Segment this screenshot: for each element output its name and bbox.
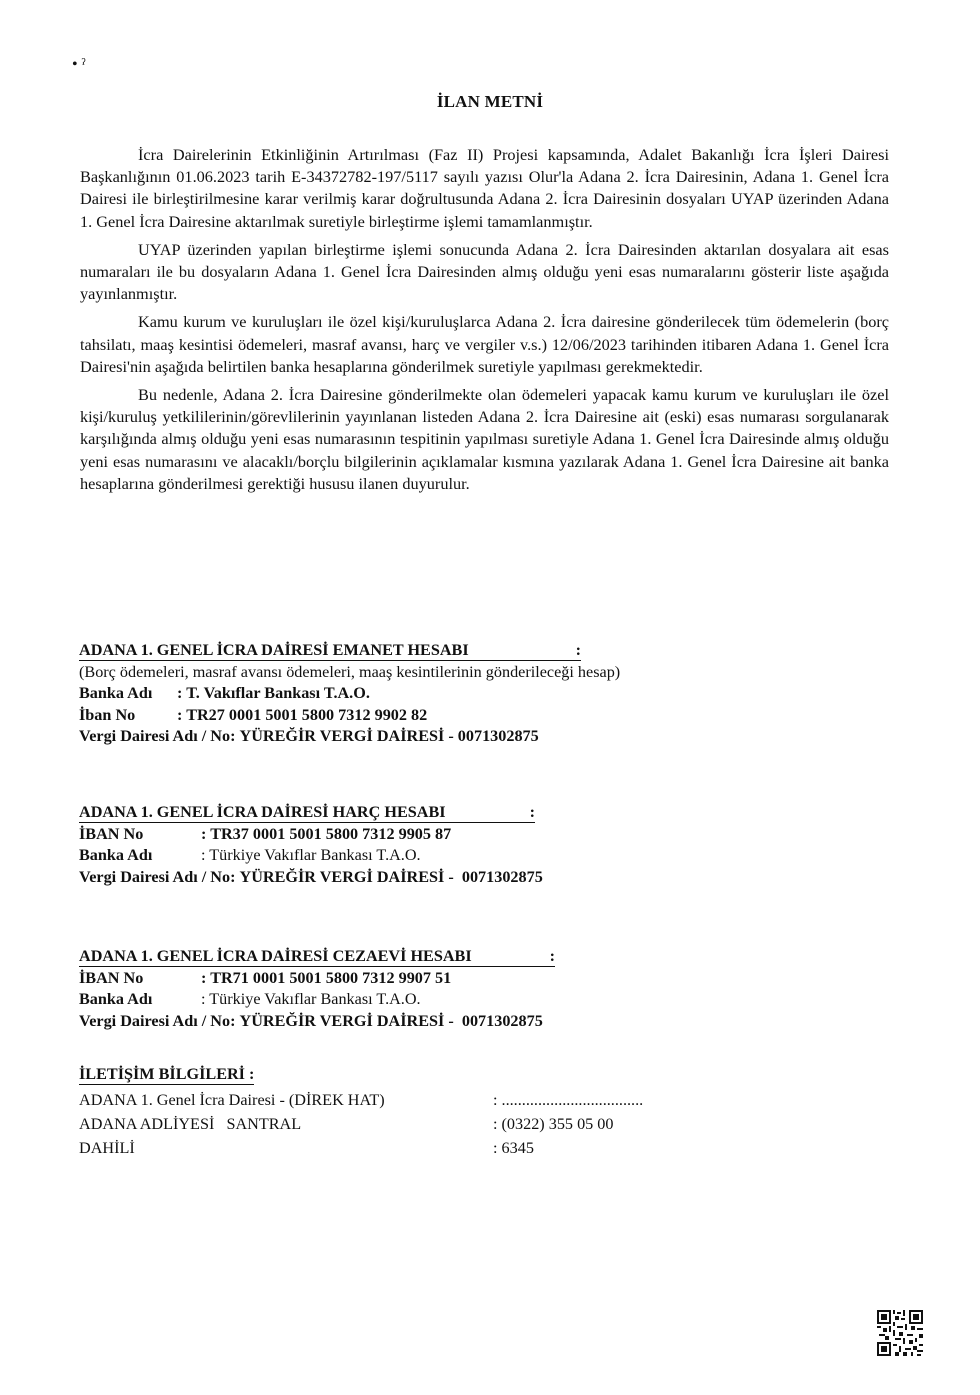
harc-tax-value: YÜREĞİR VERGİ DAİRESİ - 0071302875 [239, 867, 543, 886]
harc-iban-label: İBAN No [79, 824, 144, 843]
contact-row [79, 1088, 719, 1112]
contact-block [79, 1064, 719, 1160]
contact-value: : ................................... [493, 1091, 644, 1109]
harc-bank-label: Banka Adı [79, 846, 153, 864]
emanet-account-block [79, 640, 799, 748]
cezaevi-tax-label: Vergi Dairesi Adı / No: [79, 1011, 236, 1030]
paragraph-3: Kamu kurum ve kuruluşları ile özel kişi/kuruluşlarca Adana 2. İcra dairesine gönderilecek tüm ödemelerin (borç tahsilatı, maaş kesintisi ödemeleri, masraf avansı, harç ve vergiler v.s.) 12/06/2023 tarihinden itibaren Adana 1. Genel İcra Dairesi'nin aşağıda belirtilen banka hesaplarına gönderilmek suretiyle yapılması gerekmektedir. [80, 312, 889, 376]
emanet-tax-label: Vergi Dairesi Adı / No: [79, 727, 236, 745]
paragraph-2: UYAP üzerinden yapılan birleştirme işlemi sonucunda Adana 2. İcra Dairesinden aktarılan dosyalara ait esas numaraları ile bu dosyaların Adana 1. Genel İcra Dairesinden almış olduğu yeni esas numaralarını gösterir liste aşağıda yayınlanmıştır. [80, 239, 889, 304]
paragraph-1: İcra Dairelerinin Etkinliğinin Artırılması (Faz II) Projesi kapsamında, Adalet Bakanlığı İcra İşleri Dairesi Başkanlığının 01.06.2023 tarih E-34372782-197/5117 sayılı yazısı Olur'la Adana 2. İcra Dairesinin, Adana 1. Genel İcra Dairesi ile birleştirilmesine karar verilmiş karar doğrultusunda Adana 2. İcra Dairesinin dosyaları UYAP üzerinden Adana 1. Genel İcra Dairesine aktarılmak suretiyle birleştirme işlemi tamamlanmıştır. [80, 145, 889, 231]
emanet-iban-value: : TR27 0001 5001 5800 7312 9902 82 [177, 705, 428, 724]
harc-account-block [79, 802, 799, 888]
emanet-account-note: (Borç ödemeleri, masraf avansı ödemeleri, maaş kesintilerinin gönderileceği hesap) [79, 662, 621, 681]
cezaevi-bank-value: : Türkiye Vakıflar Bankası T.A.O. [201, 990, 421, 1008]
cezaevi-iban-label: İBAN No [79, 968, 144, 987]
emanet-bank-value: : T. Vakıflar Bankası T.A.O. [177, 684, 370, 702]
contact-heading: İLETİŞİM BİLGİLERİ : [79, 1065, 255, 1083]
contact-value: : (0322) 355 05 00 [493, 1115, 614, 1133]
contact-value: : 6345 [493, 1139, 534, 1157]
cezaevi-account-block [79, 946, 799, 1032]
paragraph-4: Bu nedenle, Adana 2. İcra Dairesine gönderilmekte olan ödemeleri yapacak kamu kurum ve kuruluşları ile özel kişi/kuruluş yetkililerinin/görevlilerinin yayınlanan listeden Adana 2. İcra Dairesine ait (eski) esas numarası sorgulanarak karşılığında almış olduğu yeni esas numarasının tespitinin yapılması suretiyle Adana 1. Genel İcra Dairesinde almış olduğu yeni esas numarasını ve alacaklı/borçlu bilgilerinin açıklamalar kısmına yazılarak Adana 1. Genel İcra Dairesine ait banka hesaplarına gönderilmesi gerektiği hususu ilanen duyurulur. [80, 385, 889, 493]
contact-row [79, 1112, 719, 1136]
harc-iban-value: : TR37 0001 5001 5800 7312 9905 87 [201, 824, 452, 843]
contact-label: ADANA ADLİYESİ SANTRAL [79, 1115, 302, 1133]
emanet-bank-label: Banka Adı [79, 684, 153, 702]
emanet-tax-value: YÜREĞİR VERGİ DAİRESİ - 0071302875 [239, 727, 539, 745]
cezaevi-bank-label: Banka Adı [79, 990, 153, 1008]
harc-account-heading: ADANA 1. GENEL İCRA DAİRESİ HARÇ HESABI : [79, 803, 535, 821]
harc-tax-label: Vergi Dairesi Adı / No: [79, 867, 236, 886]
document-title: İLAN METNİ [436, 92, 544, 111]
emanet-account-heading: ADANA 1. GENEL İCRA DAİRESİ EMANET HESABI : [79, 641, 581, 659]
scan-marks: • ˀ [72, 56, 86, 73]
cezaevi-tax-value: YÜREĞİR VERGİ DAİRESİ - 0071302875 [239, 1011, 543, 1030]
emanet-iban-label: İban No [79, 705, 136, 724]
contact-label: ADANA 1. Genel İcra Dairesi - (DİREK HAT) [79, 1091, 385, 1109]
cezaevi-account-heading: ADANA 1. GENEL İCRA DAİRESİ CEZAEVİ HESABI : [79, 947, 555, 965]
announcement-body [80, 144, 889, 501]
qr-code-icon [877, 1310, 923, 1356]
cezaevi-iban-value: : TR71 0001 5001 5800 7312 9907 51 [201, 968, 452, 987]
contact-label: DAHİLİ [79, 1139, 135, 1157]
harc-bank-value: : Türkiye Vakıflar Bankası T.A.O. [201, 846, 421, 864]
contact-row [79, 1136, 719, 1160]
